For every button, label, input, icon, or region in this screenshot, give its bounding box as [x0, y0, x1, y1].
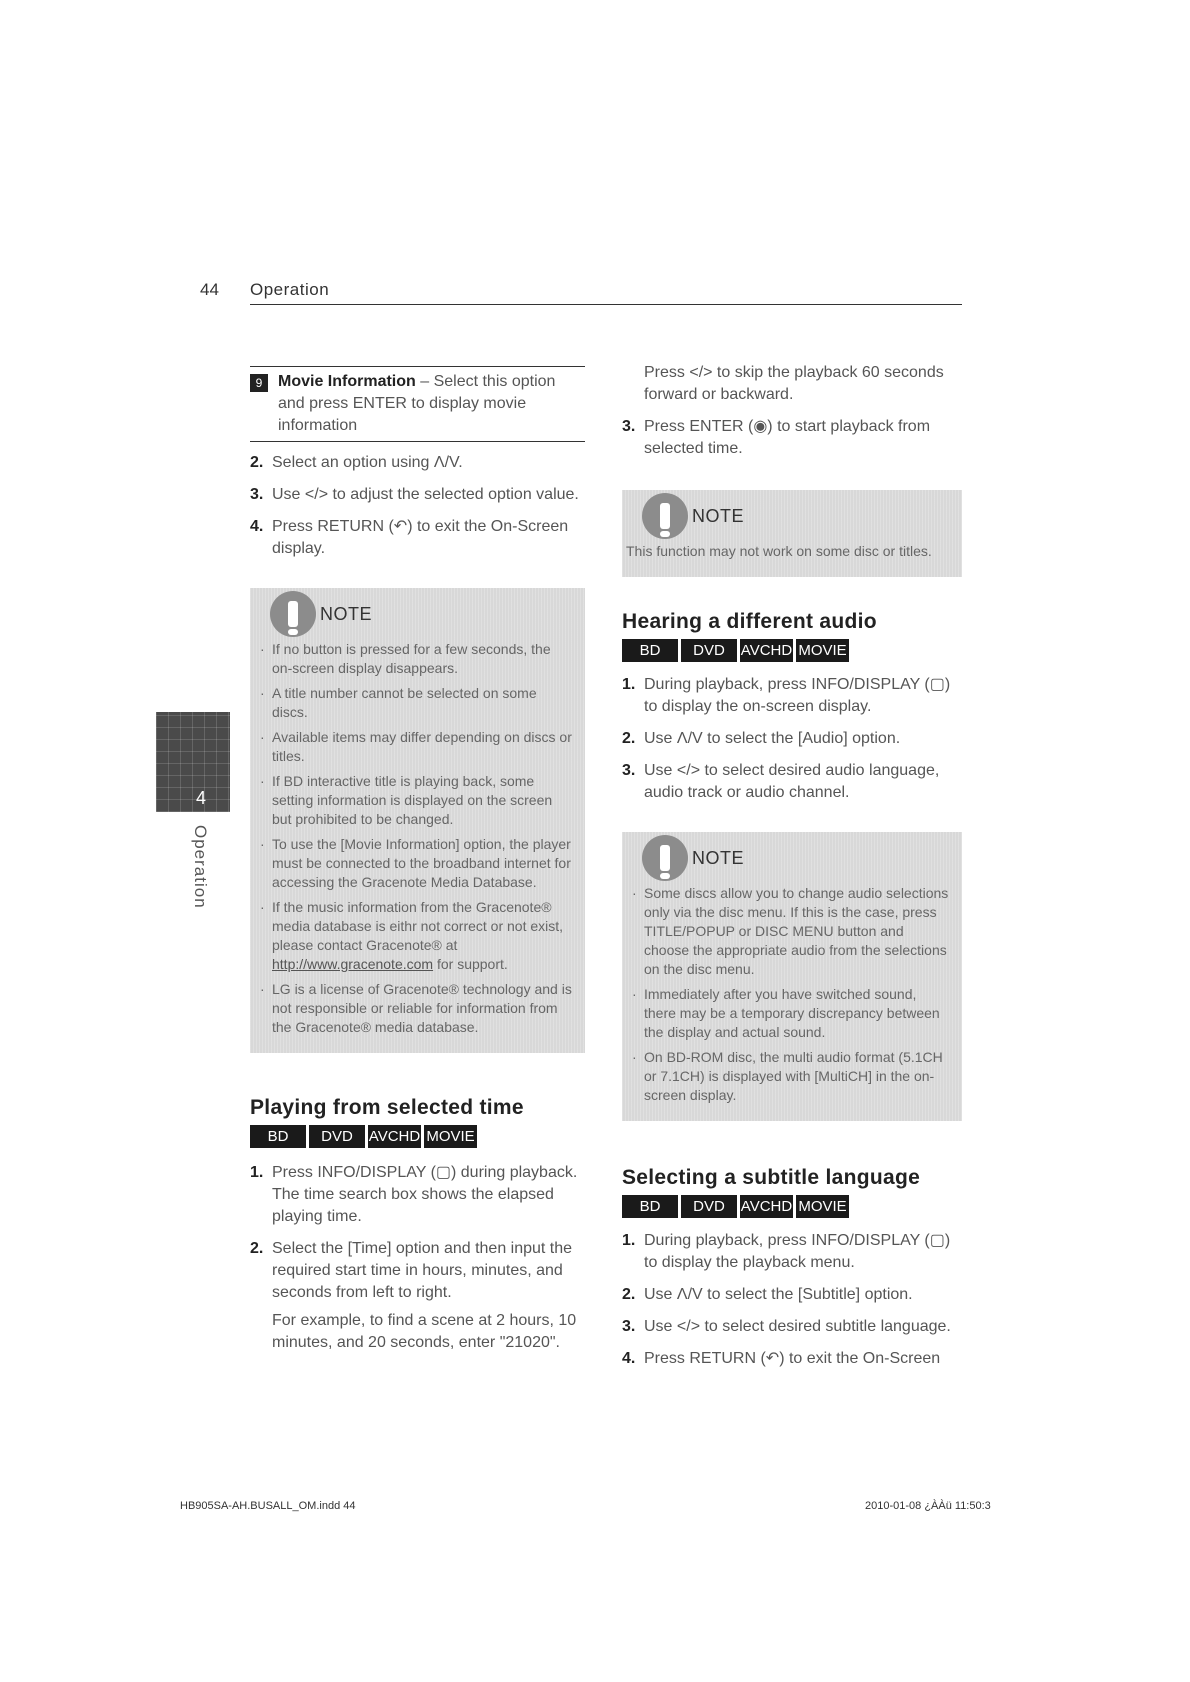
section-title: Operation	[250, 280, 330, 299]
section-heading: Selecting a subtitle language	[622, 1166, 921, 1189]
step: 1. During playback, press INFO/DISPLAY (▢) to display the playback menu.	[622, 1232, 951, 1271]
badge-bd: BD	[250, 1125, 306, 1148]
movie-info-title: Movie Information	[278, 373, 416, 390]
exclamation-icon	[642, 835, 688, 881]
note-item: · If the music information from the Gracenote® media database is eithr not correct or not exist, please contact Gracenote® at http://www.gracenote.com for support.	[260, 898, 573, 974]
note-item: · A title number cannot be selected on some discs.	[260, 684, 573, 722]
note-item: · Available items may differ depending on discs or titles.	[260, 728, 573, 766]
badge-bd: BD	[622, 639, 678, 662]
footer-timestamp: 2010-01-08 ¿ÀÀü 11:50:3	[865, 1500, 991, 1512]
note-item: · To use the [Movie Information] option, the player must be connected to the broadband internet for accessing the Gracenote Media Database.	[260, 835, 573, 892]
step: 3. Press ENTER (◉) to start playback from selected time.	[622, 418, 931, 457]
note-item: · On BD-ROM disc, the multi audio format (5.1CH or 7.1CH) is displayed with [MultiCH] in the on-screen display.	[632, 1048, 950, 1105]
note-title: NOTE	[692, 506, 745, 526]
note-item: This function may not work on some disc or titles.	[626, 543, 932, 559]
disc-badges	[622, 639, 962, 662]
step: 4. Press RETURN (↶) to exit the On-Screen	[622, 1350, 941, 1367]
note-title: NOTE	[692, 848, 745, 868]
section-heading: Playing from selected time	[250, 1096, 524, 1119]
step: 2. Select an option using Λ/V.	[250, 454, 463, 471]
playing-section	[250, 1097, 585, 1354]
chapter-number: 4	[196, 788, 207, 808]
movie-information-item	[250, 366, 585, 442]
movie-info-desc: – Select this option and press ENTER to display movie information	[278, 373, 556, 434]
example-text: For example, to find a scene at 2 hours, 10 minutes, and 20 seconds, enter "21020".	[272, 1312, 577, 1351]
badge-avchd: AVCHD	[368, 1125, 421, 1148]
step: 2. Use Λ/V to select the [Subtitle] option.	[622, 1286, 913, 1303]
right-column	[622, 362, 962, 1370]
item-number-badge: 9	[250, 374, 268, 392]
badge-dvd: DVD	[681, 639, 737, 662]
note-item: · LG is a license of Gracenote® technology and is not responsible or reliable for information from the Gracenote® media database.	[260, 980, 573, 1037]
step: 3. Use </> to adjust the selected option value.	[250, 486, 579, 503]
step: 1. During playback, press INFO/DISPLAY (▢) to display the on-screen display.	[622, 676, 951, 715]
badge-movie: MOVIE	[796, 639, 849, 662]
subtitle-section	[622, 1167, 962, 1370]
step: 4. Press RETURN (↶) to exit the On-Screen display.	[250, 518, 569, 557]
note-item: · If no button is pressed for a few seconds, the on-screen display disappears.	[260, 640, 573, 678]
chapter-label: Operation	[191, 825, 210, 909]
exclamation-icon	[642, 493, 688, 539]
note-item: · Some discs allow you to change audio selections only via the disc menu. If this is the case, press TITLE/POPUP or DISC MENU button and choose the appropriate audio from the selections on the disc menu.	[632, 884, 950, 979]
badge-movie: MOVIE	[796, 1195, 849, 1218]
note-title: NOTE	[320, 604, 373, 624]
disc-badges	[250, 1125, 585, 1148]
badge-avchd: AVCHD	[740, 1195, 793, 1218]
note-item: · If BD interactive title is playing back, some setting information is displayed on the screen but prohibited to be changed.	[260, 772, 573, 829]
section-heading: Hearing a different audio	[622, 610, 877, 633]
exclamation-icon	[270, 591, 316, 637]
left-column	[250, 366, 585, 1354]
chapter-tab	[156, 712, 230, 812]
badge-bd: BD	[622, 1195, 678, 1218]
badge-movie: MOVIE	[424, 1125, 477, 1148]
badge-avchd: AVCHD	[740, 639, 793, 662]
header-divider	[250, 304, 962, 305]
step: 3. Use </> to select desired subtitle language.	[622, 1318, 951, 1335]
footer-file-info: HB905SA-AH.BUSALL_OM.indd 44	[180, 1500, 356, 1512]
badge-dvd: DVD	[309, 1125, 365, 1148]
disc-badges	[622, 1195, 962, 1218]
badge-dvd: DVD	[681, 1195, 737, 1218]
step: 1. Press INFO/DISPLAY (▢) during playback. The time search box shows the elapsed playing time.	[250, 1164, 578, 1225]
hearing-section	[622, 611, 962, 804]
step: 3. Use </> to select desired audio language, audio track or audio channel.	[622, 762, 940, 801]
step: 2. Select the [Time] option and then input the required start time in hours, minutes, and seconds from left to right.	[250, 1240, 573, 1301]
gracenote-link[interactable]: http://www.gracenote.com	[272, 956, 434, 972]
note-box	[622, 490, 962, 577]
step: 2. Use Λ/V to select the [Audio] option.	[622, 730, 901, 747]
note-box	[250, 588, 585, 1053]
note-item: · Immediately after you have switched sound, there may be a temporary discrepancy between the display and actual sound.	[632, 985, 950, 1042]
skip-text: Press </> to skip the playback 60 seconds forward or backward.	[644, 364, 944, 403]
page-number: 44	[200, 280, 219, 299]
note-box	[622, 832, 962, 1121]
